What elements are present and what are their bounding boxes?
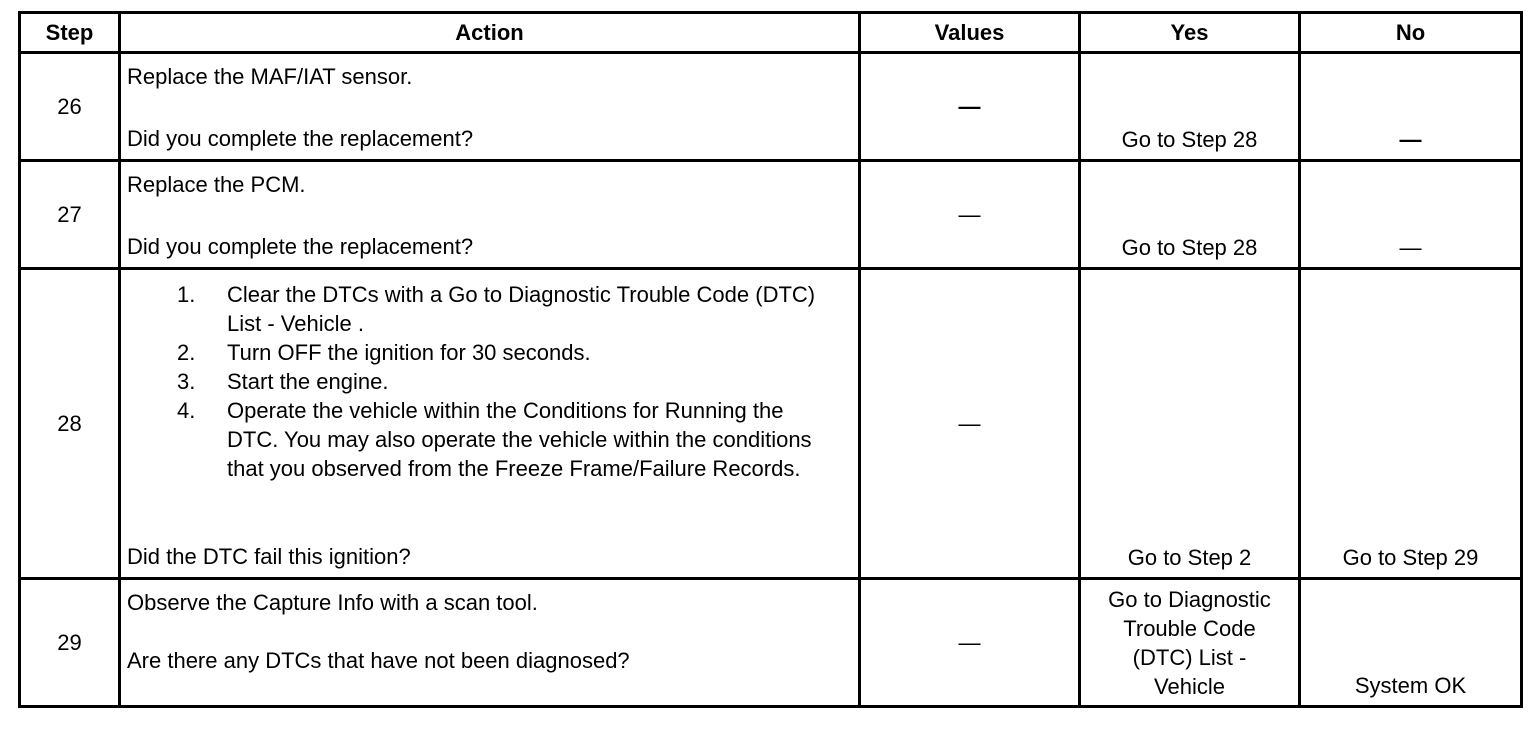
step-number: 27 [20, 161, 120, 269]
em-dash: — [958, 93, 981, 119]
table-row [20, 579, 1522, 707]
no-cell [1300, 53, 1522, 161]
question-text: Did you complete the replacement? [127, 126, 474, 151]
table-row [20, 53, 1522, 161]
action-cell [120, 53, 860, 161]
step-number: 29 [20, 579, 120, 707]
header-step: Step [20, 13, 120, 53]
action-cell [120, 161, 860, 269]
step-number: 26 [20, 53, 120, 161]
header-action: Action [120, 13, 860, 53]
diagnostic-table [18, 11, 1523, 708]
table-row [20, 269, 1522, 579]
values-cell [860, 269, 1080, 579]
procedure-list [127, 280, 852, 483]
instruction-text: Replace the PCM. [127, 172, 306, 197]
values-cell [860, 161, 1080, 269]
question-text: Did you complete the replacement? [127, 234, 474, 259]
step-number: 28 [20, 269, 120, 579]
no-cell [1300, 161, 1522, 269]
question-text: Are there any DTCs that have not been diagnosed? [127, 648, 630, 673]
table-row [20, 161, 1522, 269]
em-dash: — [958, 629, 981, 655]
header-values: Values [860, 13, 1080, 53]
no-cell: System OK [1300, 579, 1522, 707]
yes-cell: Go to Step 28 [1080, 161, 1300, 269]
header-yes: Yes [1080, 13, 1300, 53]
yes-cell: Go to Step 28 [1080, 53, 1300, 161]
em-dash: — [1399, 127, 1422, 152]
instruction-text: Observe the Capture Info with a scan tool. [127, 590, 538, 615]
header-row [20, 13, 1522, 53]
question-text: Did the DTC fail this ignition? [127, 544, 411, 569]
list-item: 2. Turn OFF the ignition for 30 seconds. [177, 340, 591, 365]
em-dash: — [958, 410, 981, 436]
action-cell [120, 269, 860, 579]
list-item: 4. Operate the vehicle within the Conditions for Running the DTC. You may also operate the vehicle within the conditions that you observed from the Freeze Frame/Failure Records. [177, 398, 812, 481]
em-dash: — [1399, 235, 1422, 260]
no-cell: Go to Step 29 [1300, 269, 1522, 579]
em-dash: — [958, 201, 981, 227]
instruction-text: Replace the MAF/IAT sensor. [127, 64, 413, 89]
values-cell [860, 53, 1080, 161]
action-cell [120, 579, 860, 707]
yes-cell: Go to Step 2 [1080, 269, 1300, 579]
list-item: 3. Start the engine. [177, 369, 389, 394]
yes-text: Go to Diagnostic Trouble Code (DTC) List - Vehicle [1108, 586, 1271, 699]
list-item: 1. Clear the DTCs with a Go to Diagnostic Trouble Code (DTC) List - Vehicle . [177, 282, 816, 336]
values-cell [860, 579, 1080, 707]
header-no: No [1300, 13, 1522, 53]
yes-cell [1080, 579, 1300, 707]
